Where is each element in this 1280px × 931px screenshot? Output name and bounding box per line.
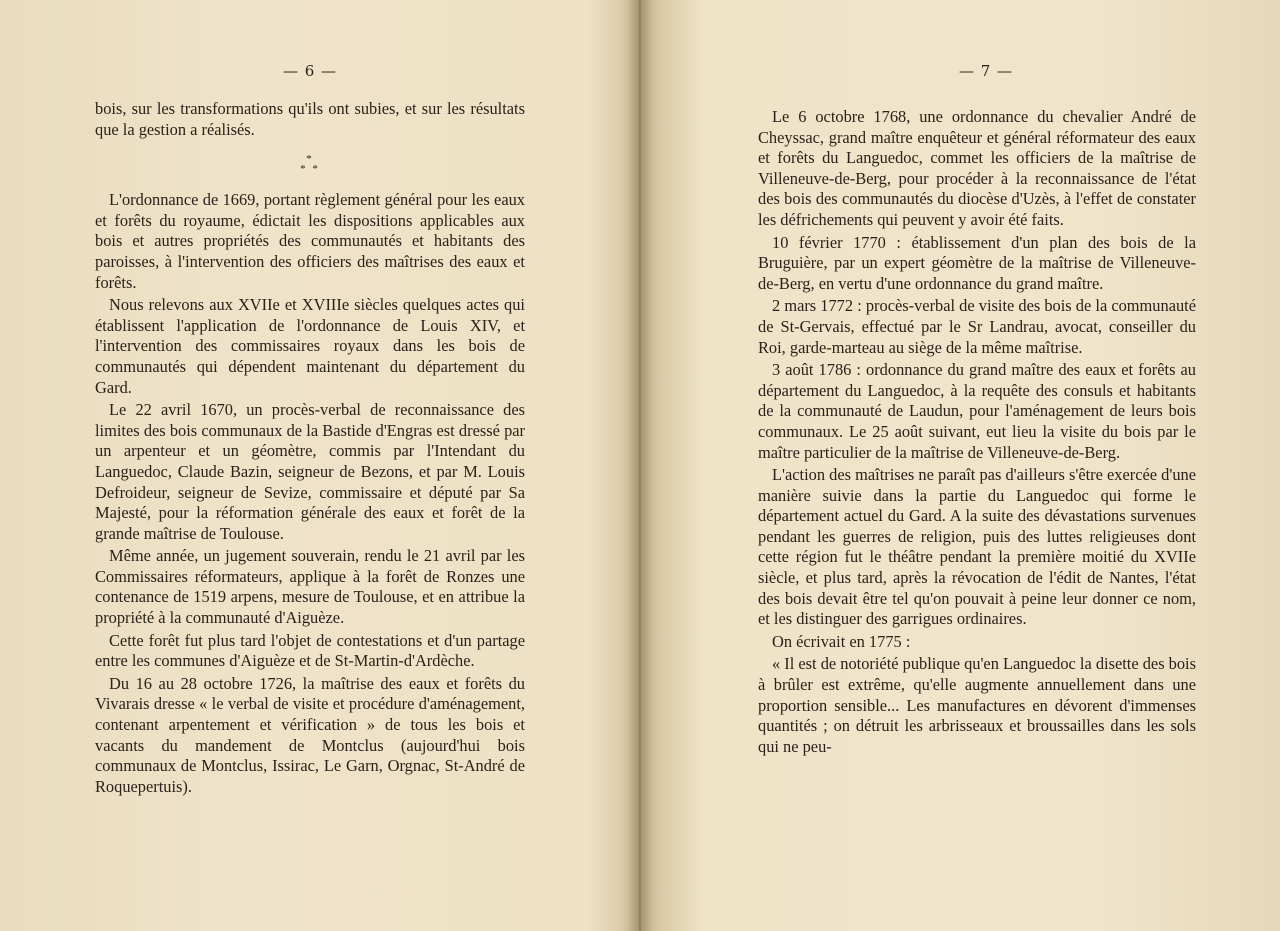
page-number: — 6 — (282, 62, 338, 80)
paragraph: Du 16 au 28 octobre 1726, la maîtrise des eaux et forêts du Vivarais dresse « le verbal de visite et procédure d'aménagement, contenant arpentement et vérification » de tous les bois et vacants du mandement de Montclus (aujourd'hui bois communaux de Montclus, Issirac, Le Garn, Orgnac, St-André de Roquepertuis). (95, 673, 525, 796)
right-text-block (758, 107, 1196, 759)
paragraph: Même année, un jugement souverain, rendu le 21 avril par les Commissaires réformateurs, applique à la forêt de Ronzes une contenance de 1519 arpens, mesure de Toulouse, et en attribue la propriété à la communauté d'Aiguèze. (95, 546, 525, 628)
paragraph: 2 mars 1772 : procès-verbal de visite des bois de la communauté de St-Gervais, effectué par le Sr Landrau, avocat, conseiller du Roi, garde-marteau au siège de la même maîtrise. (758, 296, 1196, 357)
page-number: — 7 — (958, 62, 1014, 80)
paragraph: Nous relevons aux XVIIe et XVIIIe siècles quelques actes qui établissent l'application de l'ordonnance de Louis XIV, et l'intervention des commissaires royaux dans les bois de communautés qui dépendent maintenant du département du Gard. (95, 295, 525, 397)
asterism-glyph: * * * (300, 153, 320, 176)
left-text-block (95, 99, 525, 799)
paragraph: Le 22 avril 1670, un procès-verbal de reconnaissance des limites des bois communaux de la Bastide d'Engras est dressé par un arpenteur et un géomètre, commis par l'Intendant du Languedoc, Claude Bazin, seigneur de Bezons, et par M. Louis Defroideur, seigneur de Sevize, commissaire et député par Sa Majesté, pour la réformation générale des eaux et forêt de la grande maîtrise de Toulouse. (95, 400, 525, 543)
paragraph: On écrivait en 1775 : (772, 631, 911, 651)
paragraph: Cette forêt fut plus tard l'objet de contestations et d'un partage entre les communes d'Aiguèze et de St-Martin-d'Ardèche. (95, 630, 525, 671)
right-page (640, 0, 1280, 931)
paragraph: 3 août 1786 : ordonnance du grand maître des eaux et forêts au département du Languedoc, à la requête des consuls et habitants de la communauté de Laudun, pour l'aménagement de leurs bois communaux. Le 25 août suivant, eut lieu la visite du bois par le maître particulier de la maîtrise de Villeneuve-de-Berg. (758, 360, 1196, 462)
paragraph: L'ordonnance de 1669, portant règlement général pour les eaux et forêts du royaume, édictait les dispositions applicables aux bois et autres propriétés des communautés et habitants des paroisses, à l'intervention des officiers des maîtrises des eaux et forêts. (95, 190, 525, 292)
paragraph: bois, sur les transformations qu'ils ont subies, et sur les résultats que la gestion a réalisés. (95, 99, 525, 139)
paragraph: 10 février 1770 : établissement d'un plan des bois de la Bruguière, par un expert géomètre de la maîtrise de Villeneuve-de-Berg, en vertu d'une ordonnance du grand maître. (758, 232, 1196, 293)
paragraph: Le 6 octobre 1768, une ordonnance du chevalier André de Cheyssac, grand maître enquêteur et général réformateur des eaux et forêts du Languedoc, commet les officiers de la maîtrise de Villeneuve-de-Berg, pour procéder à la reconnaissance de l'état des bois des communautés du diocèse d'Uzès, à l'effet de constater les défrichements qui peuvent y avoir été faits. (758, 107, 1196, 229)
paragraph: « Il est de notoriété publique qu'en Languedoc la disette des bois à brûler est extrême, qu'elle augmente annuellement dans une proportion sensible... Les manufactures en dévorent d'immenses quantités ; on détruit les arbrisseaux et broussailles dans les sols qui ne peu- (758, 654, 1196, 756)
asterism-ornament (95, 154, 525, 174)
paragraph: L'action des maîtrises ne paraît pas d'ailleurs s'être exercée d'une manière suivie dans la partie du Languedoc qui forme le département actuel du Gard. A la suite des dévastations survenues pendant les guerres de religion, puis des luttes religieuses dont cette région fut le théâtre pendant la première moitié du XVIIe siècle, et plus tard, après la révocation de l'édit de Nantes, l'état des bois devait être tel qu'on pouvait à peine leur donner ce nom, et les distinguer des garrigues ordinaires. (758, 465, 1196, 629)
